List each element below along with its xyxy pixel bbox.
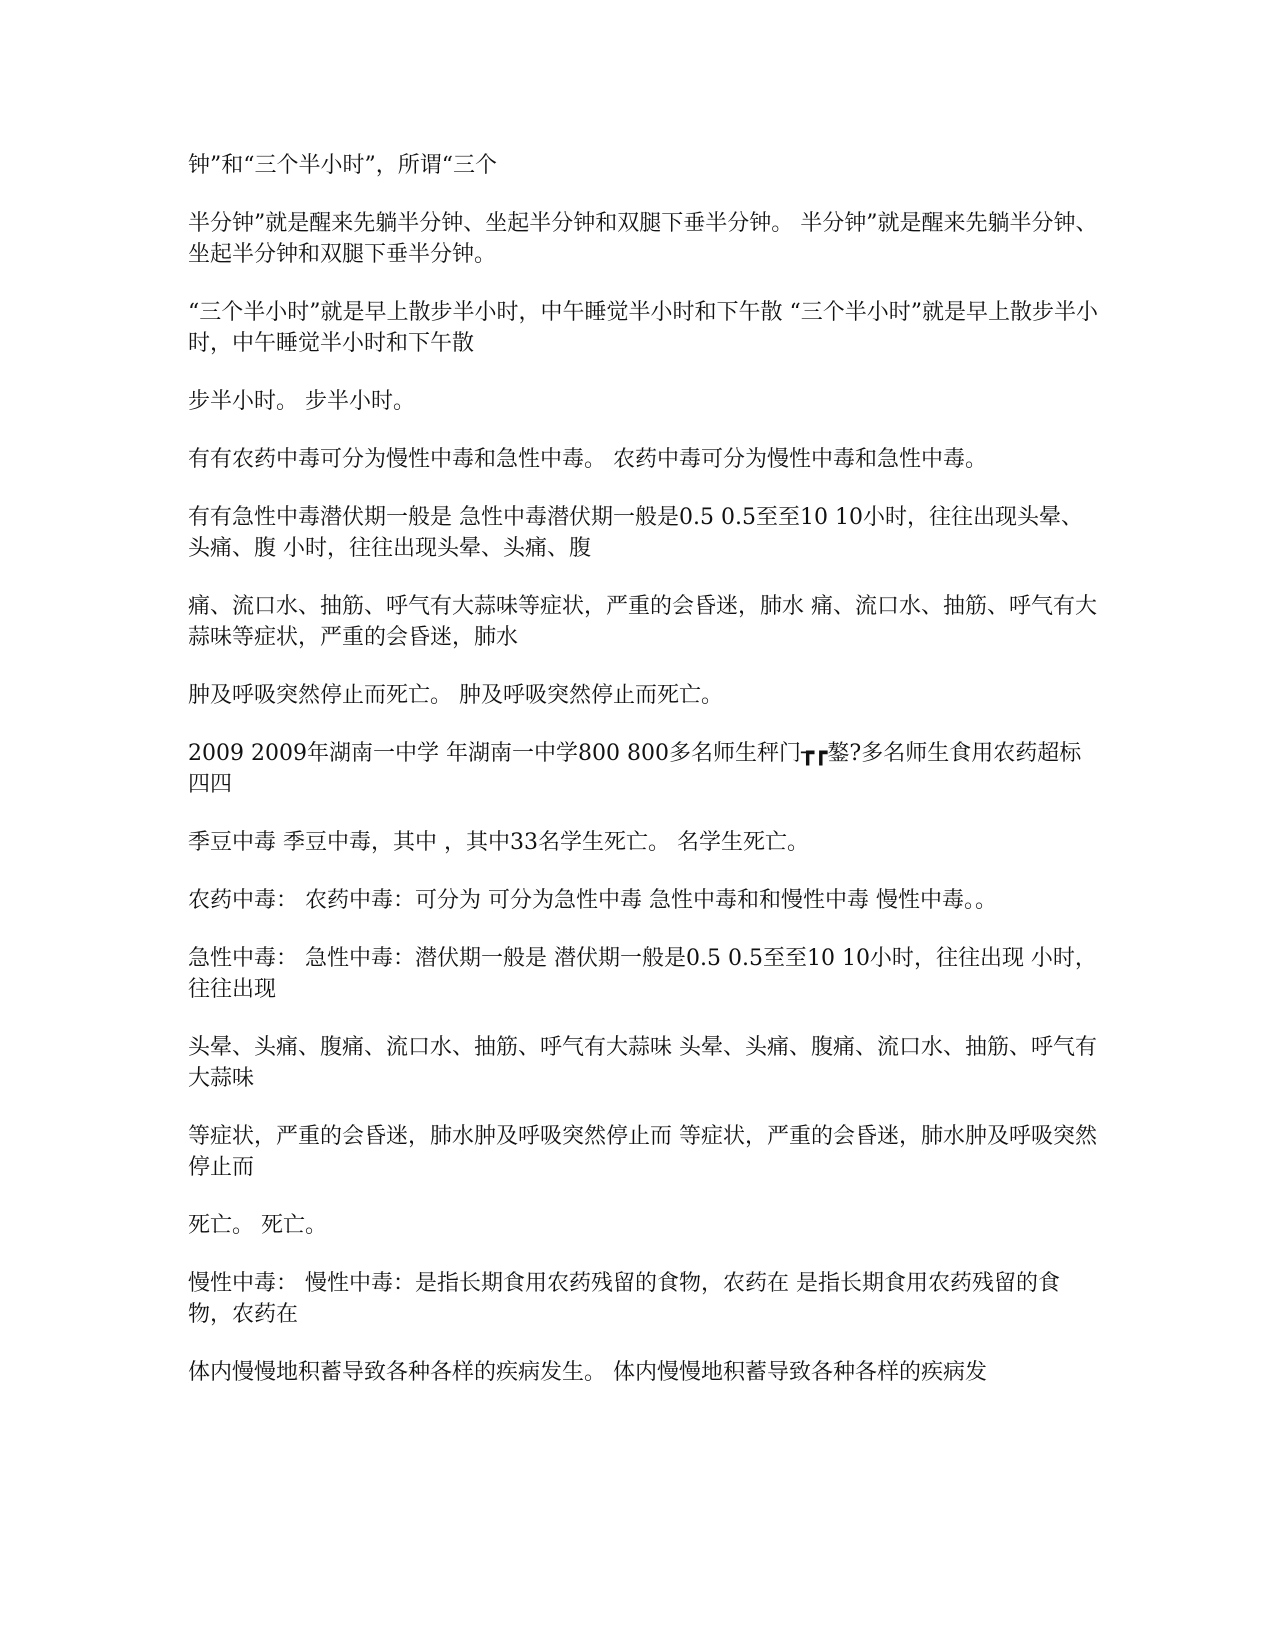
paragraph: 慢性中毒： 慢性中毒：是指长期食用农药残留的食物，农药在 是指长期食用农药残留的食物，农药在 [188,1271,1060,1327]
paragraph: 步半小时。 步半小时。 [188,389,415,414]
paragraph: 2009 2009年湖南一中学 年湖南一中学800 800多名师生秤门┲┏鏊?多名师生食用农药超标四四 [188,741,1082,797]
paragraph: 头晕、头痛、腹痛、流口水、抽筋、呼气有大蒜味 头晕、头痛、腹痛、流口水、抽筋、呼气有大蒜味 [188,1035,1097,1091]
paragraph: 痛、流口水、抽筋、呼气有大蒜味等症状，严重的会昏迷，肺水 痛、流口水、抽筋、呼气有大蒜味等症状，严重的会昏迷，肺水 [188,594,1097,650]
paragraph: “三个半小时”就是早上散步半小时，中午睡觉半小时和下午散 “三个半小时”就是早上散步半小时，中午睡觉半小时和下午散 [188,300,1098,356]
paragraph: 等症状，严重的会昏迷，肺水肿及呼吸突然停止而 等症状，严重的会昏迷，肺水肿及呼吸突然停止而 [188,1124,1097,1180]
paragraph: 有有农药中毒可分为慢性中毒和急性中毒。 农药中毒可分为慢性中毒和急性中毒。 [188,447,987,472]
paragraph: 有有急性中毒潜伏期一般是 急性中毒潜伏期一般是0.5 0.5至至10 10小时，往往出现头晕、头痛、腹 小时，往往出现头晕、头痛、腹 [188,505,1083,561]
paragraph: 体内慢慢地积蓄导致各种各样的疾病发生。 体内慢慢地积蓄导致各种各样的疾病发 [188,1360,987,1385]
paragraph: 农药中毒： 农药中毒：可分为 可分为急性中毒 急性中毒和和慢性中毒 慢性中毒。。 [188,888,997,913]
paragraph: 半分钟”就是醒来先躺半分钟、坐起半分钟和双腿下垂半分钟。 半分钟”就是醒来先躺半分钟、坐起半分钟和双腿下垂半分钟。 [188,211,1098,267]
paragraph: 死亡。 死亡。 [188,1213,327,1238]
paragraph: 季豆中毒 季豆中毒，其中 ，其中33名学生死亡。 名学生死亡。 [188,830,809,855]
paragraph: 肿及呼吸突然停止而死亡。 肿及呼吸突然停止而死亡。 [188,683,723,708]
paragraph: 急性中毒： 急性中毒：潜伏期一般是 潜伏期一般是0.5 0.5至至10 10小时，往往出现 小时，往往出现 [188,946,1097,1002]
document-body [188,150,1098,1415]
paragraph: 钟”和“三个半小时”，所谓“三个 [188,153,497,178]
